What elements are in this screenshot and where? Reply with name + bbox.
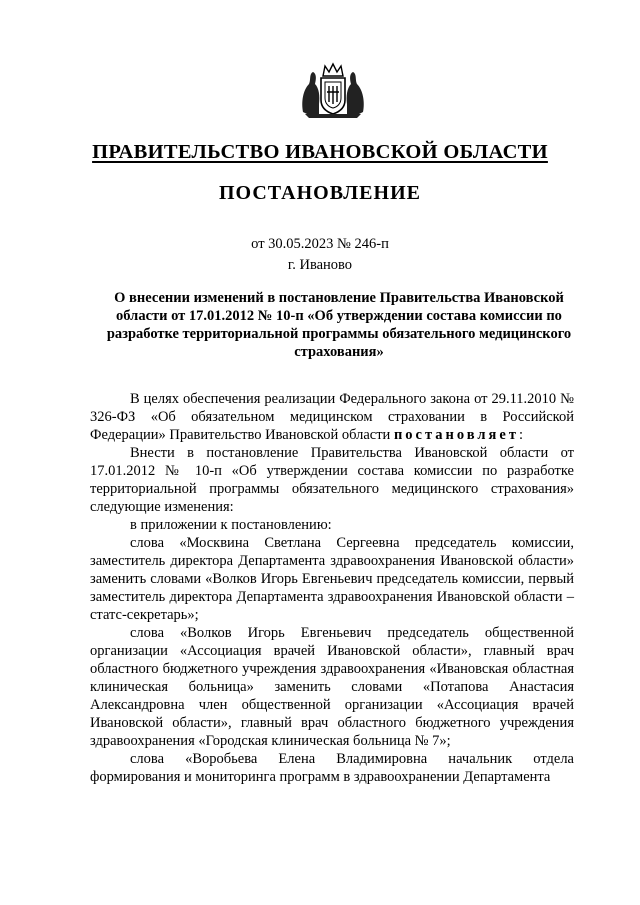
decree-date-number: от 30.05.2023 № 246-п: [251, 236, 389, 252]
government-title: ПРАВИТЕЛЬСТВО ИВАНОВСКОЙ ОБЛАСТИ: [92, 141, 548, 163]
body-paragraph-2: Внести в постановление Правительства Ивановской области от 17.01.2012 № 10-п «Об утверждении состава комиссии по разработке территориальной программы обязательного медицинского страхования» следующие изменения:: [90, 445, 574, 515]
body-paragraph-5: слова «Волков Игорь Евгеньевич председатель общественной организации «Ассоциация врачей Ивановской области», главный врач областного бюджетного учреждения здравоохранения «Ивановская областная клиническая больница» заменить словами «Потапова Анастасия Александровна член общественной организации «Ассоциация врачей Ивановской области», главный врач областного бюджетного учреждения здравоохранения «Городская клиническая больница № 7»;: [90, 625, 574, 749]
body-paragraph-1: [90, 390, 574, 444]
decree-verb: постановляет: [393, 427, 519, 443]
coat-of-arms-icon: [299, 62, 367, 120]
body-paragraph-3: в приложении к постановлению:: [130, 517, 332, 533]
decree-city: г. Иваново: [287, 257, 353, 273]
decree-body: [90, 390, 574, 786]
paragraph-1-end: :: [518, 427, 523, 443]
document-type: ПОСТАНОВЛЕНИЕ: [219, 182, 421, 204]
paragraph-1-text: В целях обеспечения реализации Федерального закона от 29.11.2010 № 326-ФЗ «Об обязательном медицинском страховании в Российской Федерации» Правительство Ивановской области: [90, 391, 574, 443]
body-paragraph-6: слова «Воробьева Елена Владимировна начальник отдела формирования и мониторинга программ в здравоохранении Департамента: [90, 751, 574, 785]
decree-subject: О внесении изменений в постановление Правительства Ивановской области от 17.01.2012 № 10-п «Об утверждении состава комиссии по разработке территориальной программы обязательного медицинского страхования»: [106, 290, 572, 360]
body-paragraph-4: слова «Москвина Светлана Сергеевна председатель комиссии, заместитель директора Департамента здравоохранения Ивановской области» заменить словами «Волков Игорь Евгеньевич председатель комиссии, первый заместитель директора Департамента здравоохранения Ивановской области – статс-секретарь»;: [90, 535, 574, 623]
